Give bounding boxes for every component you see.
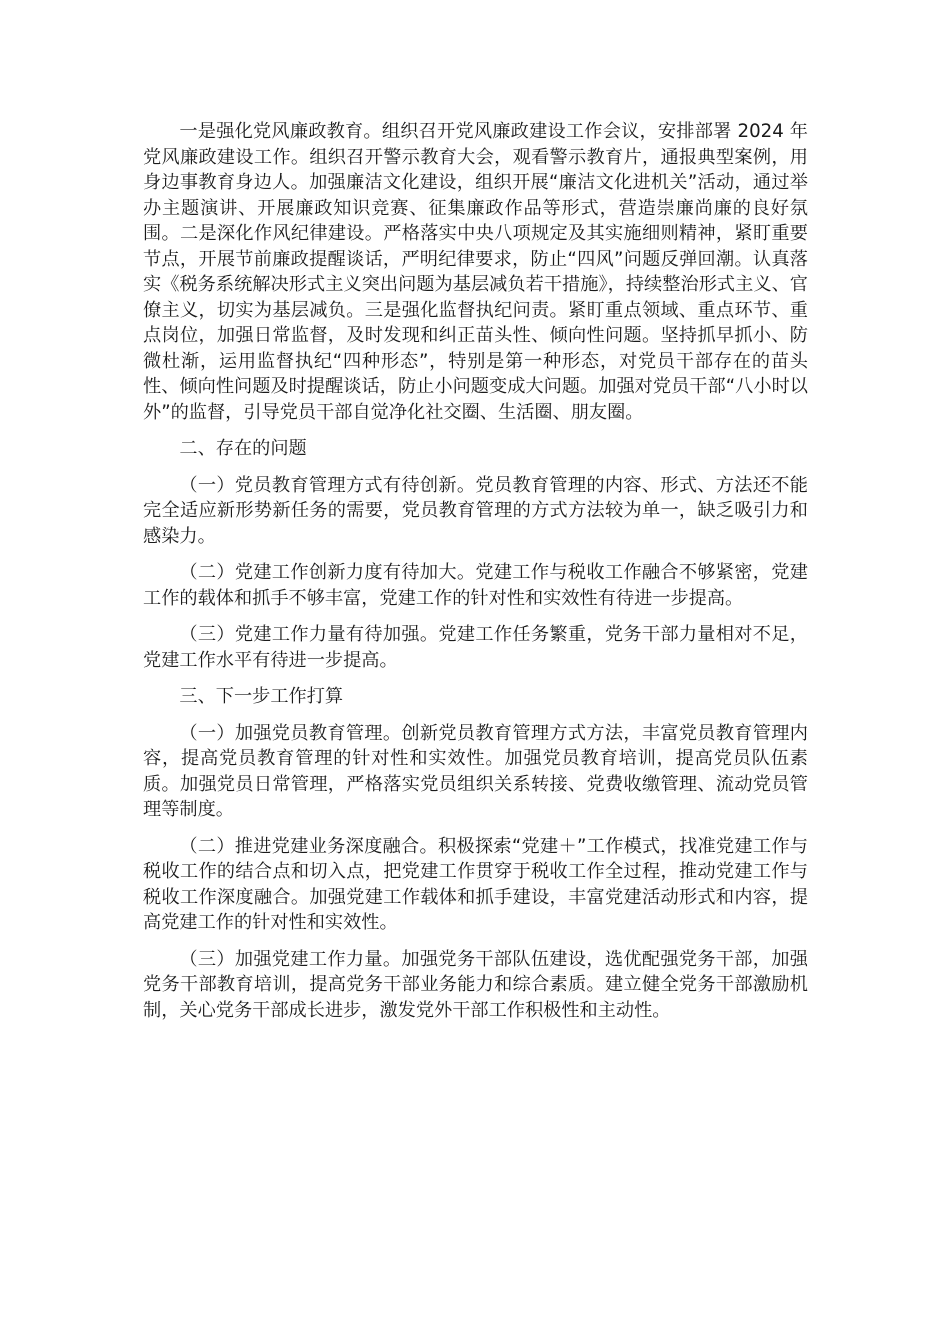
intro-paragraph: 一是强化党风廉政教育。组织召开党风廉政建设工作会议，安排部署 2024 年党风廉政建设工作。组织召开警示教育大会，观看警示教育片，通报典型案例，用身边事教育身边人。加强廉洁文化建设，组织开展“廉洁文化进机关”活动，通过举办主题演讲、开展廉政知识竞赛、征集廉政作品等形式，营造崇廉尚廉的良好氛围。二是深化作风纪律建设。严格落实中央八项规定及其实施细则精神，紧盯重要节点，开展节前廉政提醒谈话，严明纪律要求，防止“四风”问题反弹回潮。认真落实《税务系统解决形式主义突出问题为基层减负若干措施》，持续整治形式主义、官僚主义，切实为基层减负。三是强化监督执纪问责。紧盯重点领域、重点环节、重点岗位，加强日常监督，及时发现和纠正苗头性、倾向性问题。坚持抓早抓小、防微杜渐，运用监督执纪“四种形态”，特别是第一种形态，对党员干部存在的苗头性、倾向性问题及时提醒谈话，防止小问题变成大问题。加强对党员干部“八小时以外”的监督，引导党员干部自觉净化社交圈、生活圈、朋友圈。 <box>143 121 808 423</box>
problem-paragraph-2: （二）党建工作创新力度有待加大。党建工作与税收工作融合不够紧密，党建工作的载体和抓手不够丰富，党建工作的针对性和实效性有待进一步提高。 <box>143 562 808 609</box>
document-page <box>143 119 808 1034</box>
plan-paragraph-2: （二）推进党建业务深度融合。积极探索“党建＋”工作模式，找准党建工作与税收工作的结合点和切入点，把党建工作贯穿于税收工作全过程，推动党建工作与税收工作深度融合。加强党建工作载体和抓手建设，丰富党建活动形式和内容，提高党建工作的针对性和实效性。 <box>143 835 808 933</box>
problem-paragraph-1: （一）党员教育管理方式有待创新。党员教育管理的内容、形式、方法还不能完全适应新形势新任务的需要，党员教育管理的方式方法较为单一，缺乏吸引力和感染力。 <box>143 474 808 547</box>
plan-paragraph-3: （三）加强党建工作力量。加强党务干部队伍建设，选优配强党务干部，加强党务干部教育培训，提高党务干部业务能力和综合素质。建立健全党务干部激励机制，关心党务干部成长进步，激发党外干部工作积极性和主动性。 <box>143 948 808 1021</box>
section-two-heading: 二、存在的问题 <box>179 438 307 459</box>
section-three-heading: 三、下一步工作打算 <box>179 686 344 707</box>
plan-paragraph-1: （一）加强党员教育管理。创新党员教育管理方式方法，丰富党员教育管理内容，提高党员教育管理的针对性和实效性。加强党员教育培训，提高党员队伍素质。加强党员日常管理，严格落实党员组织关系转接、党费收缴管理、流动党员管理等制度。 <box>143 722 808 820</box>
problem-paragraph-3: （三）党建工作力量有待加强。党建工作任务繁重，党务干部力量相对不足，党建工作水平有待进一步提高。 <box>143 624 808 671</box>
